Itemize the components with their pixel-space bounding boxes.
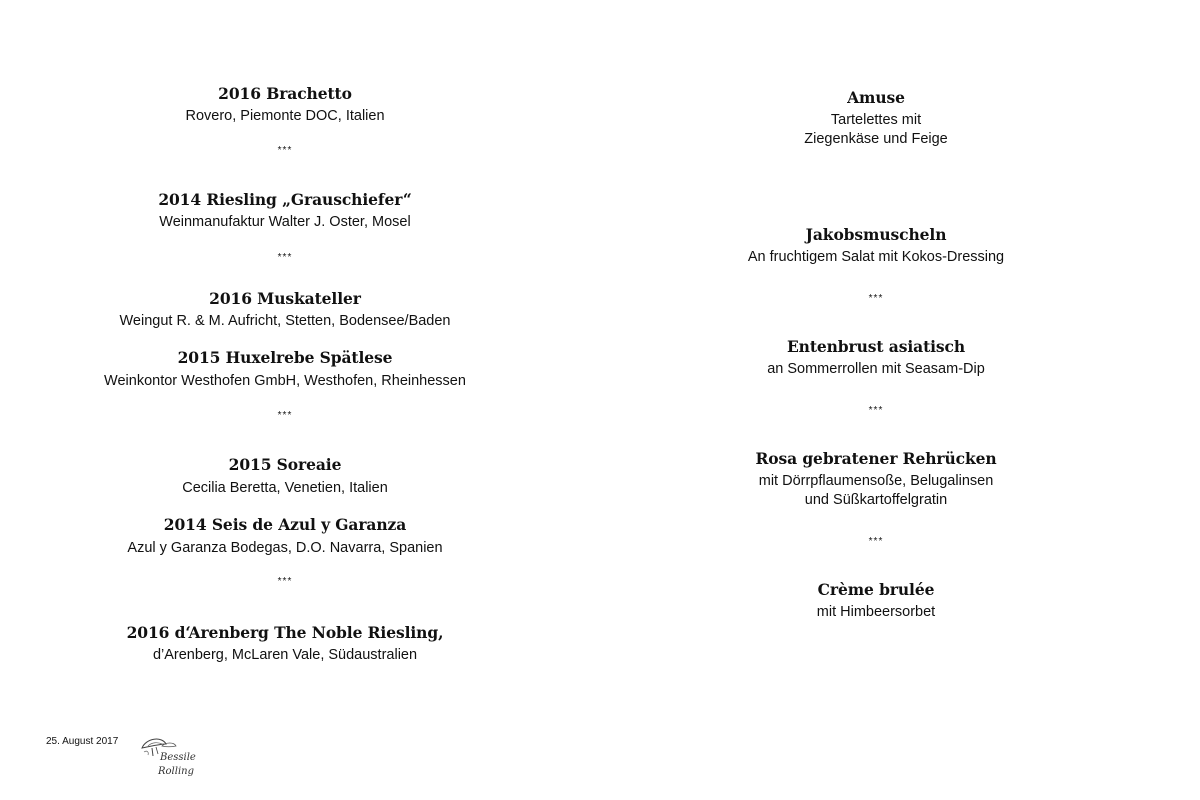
wine-title: 2015 Soreaie (228, 455, 342, 474)
course-title: Jakobsmuscheln (805, 225, 947, 244)
course-description: mit Dörrpflaumensoße, Belugalinsen (758, 473, 994, 489)
course-description: mit Himbeersorbet (816, 604, 936, 620)
wine-title: 2016 Brachetto (218, 84, 352, 103)
wine-title: 2016 Muskateller (209, 289, 361, 308)
wine-title: 2014 Riesling „Grauschiefer“ (158, 190, 412, 209)
course-title: Amuse (847, 88, 905, 107)
course-description: an Sommerrollen mit Seasam-Dip (767, 361, 985, 377)
separator: *** (277, 410, 293, 421)
wine-origin: Weinkontor Westhofen GmbH, Westhofen, Rheinhessen (104, 373, 466, 389)
separator: *** (277, 145, 293, 156)
course-description: An fruchtigem Salat mit Kokos-Dressing (747, 249, 1005, 265)
separator: *** (277, 252, 293, 263)
wine-origin: Azul y Garanza Bodegas, D.O. Navarra, Spanien (127, 540, 443, 556)
wine-origin: Cecilia Beretta, Venetien, Italien (182, 480, 388, 496)
wine-origin: Weingut R. & M. Aufricht, Stetten, Bodensee/Baden (119, 313, 451, 329)
course-description: Ziegenkäse und Feige (804, 131, 948, 147)
separator: *** (868, 405, 884, 416)
course-description: Tartelettes mit (830, 112, 922, 128)
wine-origin: Rovero, Piemonte DOC, Italien (185, 108, 385, 124)
separator: *** (868, 293, 884, 304)
course-description: und Süßkartoffelgratin (804, 492, 948, 508)
wine-title: 2014 Seis de Azul y Garanza (163, 515, 407, 534)
logo-text-1: Bessile (160, 752, 196, 763)
course-title: Rosa gebratener Rehrücken (755, 449, 997, 468)
signature-logo (136, 732, 198, 780)
logo-text-2: Rolling (158, 766, 194, 777)
wine-origin: Weinmanufaktur Walter J. Oster, Mosel (159, 214, 411, 230)
separator: *** (868, 536, 884, 547)
course-title: Entenbrust asiatisch (786, 337, 966, 356)
wine-title: 2015 Huxelrebe Spätlese (177, 348, 393, 367)
wine-origin: d’Arenberg, McLaren Vale, Südaustralien (152, 647, 418, 663)
wine-title: 2016 d‘Arenberg The Noble Riesling, (126, 623, 444, 642)
course-title: Crème brulée (817, 580, 935, 599)
separator: *** (277, 576, 293, 587)
footer-date: 25. August 2017 (46, 736, 119, 747)
